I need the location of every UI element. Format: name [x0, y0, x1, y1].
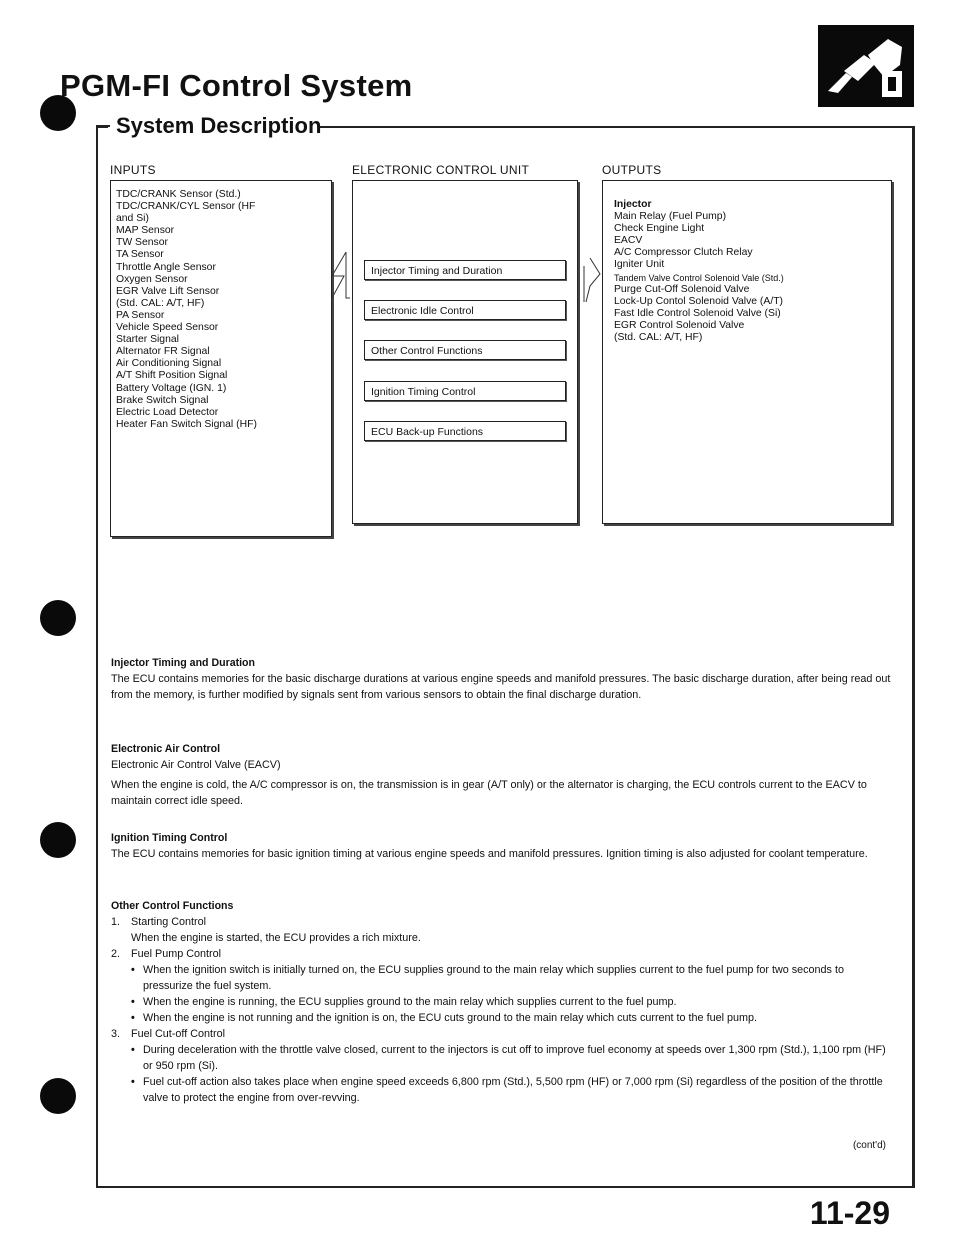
- bullet-text: During deceleration with the throttle valve closed, current to the injectors is cut off to improve fuel economy at speeds over 1,300 rpm (Std.), 1,100 rpm (HF) or 950 rpm (Si).: [143, 1044, 886, 1072]
- output-item: EACV: [614, 235, 643, 247]
- output-item: A/C Compressor Clutch Relay: [614, 247, 753, 259]
- inputs-list: [116, 189, 326, 431]
- eac-section: [111, 741, 891, 809]
- bullet: •: [131, 1076, 135, 1088]
- input-item: TDC/CRANK/CYL Sensor (HF: [116, 201, 256, 213]
- input-item: Air Conditioning Signal: [116, 358, 222, 370]
- section-heading: Electronic Air Control: [111, 743, 221, 755]
- input-item: EGR Valve Lift Sensor: [116, 285, 220, 297]
- input-item: TW Sensor: [116, 237, 168, 249]
- section-text: The ECU contains memories for basic ignition timing at various engine speeds and manifold pressures. Ignition timing is also adjusted for coolant temperature.: [111, 848, 868, 860]
- input-item: Throttle Angle Sensor: [116, 261, 216, 273]
- continued-note: (cont'd): [852, 1140, 886, 1151]
- item-title: Fuel Cut-off Control: [131, 1028, 226, 1040]
- output-item: Fast Idle Control Solenoid Valve (Si): [614, 307, 781, 319]
- input-item: Oxygen Sensor: [116, 273, 188, 285]
- page-title: PGM-FI Control System: [60, 68, 413, 103]
- section-text: When the engine is cold, the A/C compressor is on, the transmission is in gear (A/T only) or the alternator is charging, the ECU controls current to the EACV to maintain correct idle speed.: [111, 779, 867, 807]
- input-item: Starter Signal: [116, 334, 179, 346]
- output-arrow-icon: [576, 256, 602, 306]
- output-item: Injector: [614, 199, 652, 210]
- item-number: 2.: [111, 948, 121, 960]
- binder-hole: [40, 1078, 76, 1114]
- section-title: System Description: [116, 113, 322, 138]
- output-item: Main Relay (Fuel Pump): [614, 211, 727, 223]
- bullet-text: When the ignition switch is initially turned on, the ECU supplies ground to the main relay which supplies current to the fuel pump for two seconds to pressurize the fuel system.: [143, 964, 844, 992]
- input-item: PA Sensor: [116, 309, 165, 321]
- input-item: and Si): [116, 213, 149, 225]
- section-heading: Other Control Functions: [111, 900, 234, 912]
- output-item: Check Engine Light: [614, 223, 705, 235]
- binder-hole: [40, 822, 76, 858]
- input-arrow-icon: [328, 250, 354, 320]
- item-title: Fuel Pump Control: [131, 948, 222, 960]
- ecu-function-item: Electronic Idle Control: [364, 300, 566, 320]
- ecu-function-item: Ignition Timing Control: [364, 381, 566, 401]
- page-number: 11-29: [809, 1195, 890, 1231]
- outputs-heading: OUTPUTS: [602, 163, 662, 177]
- input-item: Alternator FR Signal: [116, 346, 210, 358]
- item-number: 3.: [111, 1028, 121, 1040]
- section-heading: Injector Timing and Duration: [111, 657, 256, 669]
- input-item: TA Sensor: [116, 249, 164, 261]
- inputs-heading: INPUTS: [110, 163, 156, 177]
- input-item: Battery Voltage (IGN. 1): [116, 382, 227, 394]
- item-number: 1.: [111, 916, 121, 928]
- bullet: •: [131, 1044, 135, 1056]
- fuel-nozzle-icon: [818, 25, 914, 107]
- bullet: •: [131, 996, 135, 1008]
- bullet: •: [131, 964, 135, 976]
- output-item: Igniter Unit: [614, 259, 665, 271]
- section-subheading: Electronic Air Control Valve (EACV): [111, 759, 281, 771]
- outputs-list: [614, 199, 886, 344]
- input-item: Heater Fan Switch Signal (HF): [116, 418, 257, 430]
- input-item: Vehicle Speed Sensor: [116, 322, 219, 334]
- output-item: Lock-Up Contol Solenoid Valve (A/T): [614, 295, 784, 307]
- bullet-text: When the engine is not running and the ignition is on, the ECU cuts ground to the main relay which cuts current to the fuel pump.: [143, 1012, 757, 1024]
- output-item: (Std. CAL: A/T, HF): [614, 332, 703, 344]
- other-section: [111, 898, 891, 1106]
- bullet-text: Fuel cut-off action also takes place when engine speed exceeds 6,800 rpm (Std.), 5,500 rpm (HF) or 7,000 rpm (Si) regardless of the position of the throttle valve to protect the engine from over-revving.: [143, 1076, 883, 1104]
- section-heading: Ignition Timing Control: [111, 832, 228, 844]
- input-item: A/T Shift Position Signal: [116, 370, 228, 382]
- section-text: The ECU contains memories for the basic discharge durations at various engine speeds and manifold pressures. The basic discharge duration, after being read out from the memory, is further modified by signals sent from various sensors to obtain the final discharge duration.: [111, 673, 891, 701]
- output-item: Tandem Valve Control Solenoid Vale (Std.): [614, 272, 784, 283]
- frame-tick: [96, 125, 110, 127]
- output-item: Purge Cut-Off Solenoid Valve: [614, 283, 750, 295]
- input-item: TDC/CRANK Sensor (Std.): [116, 189, 241, 200]
- ecu-function-item: Other Control Functions: [364, 340, 566, 360]
- input-item: (Std. CAL: A/T, HF): [116, 297, 205, 309]
- output-item: EGR Control Solenoid Valve: [614, 319, 745, 331]
- ecu-function-item: Injector Timing and Duration: [364, 260, 566, 280]
- ecu-heading: ELECTRONIC CONTROL UNIT: [352, 163, 530, 177]
- input-item: Electric Load Detector: [116, 406, 219, 418]
- ignition-section: [111, 830, 891, 862]
- injector-section: [111, 655, 891, 703]
- bullet-text: When the engine is running, the ECU supplies ground to the main relay which supplies current to the fuel pump.: [143, 996, 677, 1008]
- ecu-function-item: ECU Back-up Functions: [364, 421, 566, 441]
- bullet: •: [131, 1012, 135, 1024]
- input-item: Brake Switch Signal: [116, 394, 209, 406]
- item-text: When the engine is started, the ECU provides a rich mixture.: [131, 932, 421, 944]
- item-title: Starting Control: [131, 916, 207, 928]
- binder-hole: [40, 600, 76, 636]
- input-item: MAP Sensor: [116, 225, 175, 237]
